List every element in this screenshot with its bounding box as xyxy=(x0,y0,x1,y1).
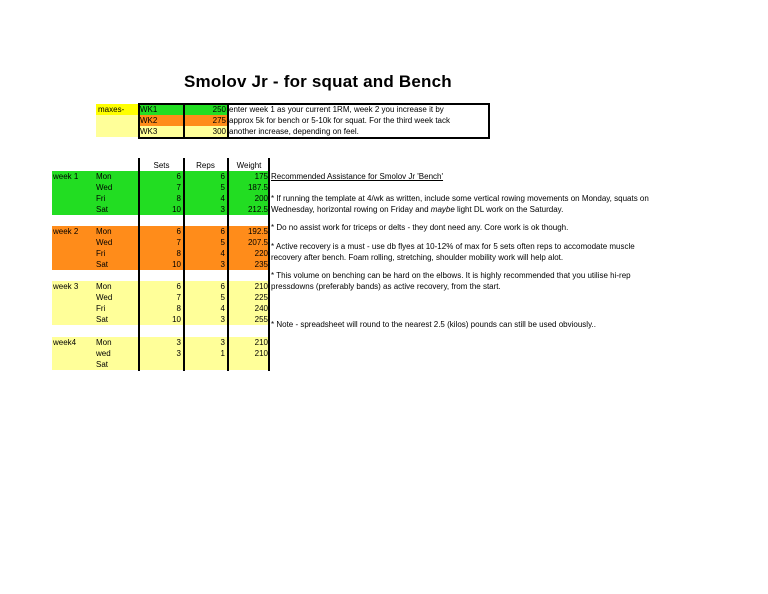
week2-sat-sets: 10 xyxy=(172,260,181,269)
week3-fri-reps: 4 xyxy=(220,304,225,313)
header-weight: Weight xyxy=(236,161,262,170)
week1-label: week 1 xyxy=(53,172,79,181)
wk3-max[interactable]: 300 xyxy=(184,126,228,137)
week2-fri-sets: 8 xyxy=(176,249,181,258)
week2-fri-reps: 4 xyxy=(220,249,225,258)
header-sets: Sets xyxy=(153,161,170,170)
week4-wed-reps: 1 xyxy=(220,349,225,358)
week1-mon-sets: 6 xyxy=(176,172,181,181)
note-rounding: * Note - spreadsheet will round to the nearest 2.5 (kilos) pounds can still be used obviously.. xyxy=(271,320,596,329)
week1-day-sat: Sat xyxy=(96,205,109,214)
note-recovery-line-2: recovery after bench. Foam rolling, stretching, shoulder mobility work will help alot. xyxy=(271,253,564,262)
week4-mon-weight: 210 xyxy=(254,338,268,347)
week2-sat-reps: 3 xyxy=(220,260,225,269)
note-rowing-line-2 xyxy=(271,204,563,215)
week3-mon-sets: 6 xyxy=(176,282,181,291)
note-rowing-line-1: * If running the template at 4/wk as written, include some vertical rowing movements on Monday, squats on xyxy=(271,194,649,203)
week1-fri-reps: 4 xyxy=(220,194,225,203)
week2-wed-reps: 5 xyxy=(220,238,225,247)
wk2-max[interactable]: 275 xyxy=(184,115,228,126)
week2-wed-sets: 7 xyxy=(176,238,181,247)
week2-mon-sets: 6 xyxy=(176,227,181,236)
note-rowing-line-2b: light DL work on the Saturday. xyxy=(454,205,564,214)
week3-day-fri: Fri xyxy=(96,304,106,313)
week3-fri-sets: 8 xyxy=(176,304,181,313)
week1-day-fri: Fri xyxy=(96,194,106,203)
week2-day-fri: Fri xyxy=(96,249,106,258)
week3-label: week 3 xyxy=(53,282,79,291)
week4-wed-sets: 3 xyxy=(176,349,181,358)
note-rowing-line-2a: Wednesday, horizontal rowing on Friday and xyxy=(271,205,431,214)
week1-wed-weight: 187.5 xyxy=(247,183,268,192)
week1-day-mon: Mon xyxy=(96,172,112,181)
week2-day-sat: Sat xyxy=(96,260,109,269)
week1-wed-reps: 5 xyxy=(220,183,225,192)
week1-fri-weight: 200 xyxy=(254,194,268,203)
week1-sat-reps: 3 xyxy=(220,205,225,214)
week1-wed-sets: 7 xyxy=(176,183,181,192)
week4-mon-sets: 3 xyxy=(176,338,181,347)
wk1-max[interactable]: 250 xyxy=(184,104,228,115)
week3-sat-weight: 255 xyxy=(254,315,268,324)
maxes-note-line-2: approx 5k for bench or 5-10k for squat. For the third week tack xyxy=(229,116,450,125)
page-title: Smolov Jr - for squat and Bench xyxy=(184,72,452,91)
note-no-assist: * Do no assist work for triceps or delts - they dont need any. Core work is ok though. xyxy=(271,223,569,232)
week2-day-mon: Mon xyxy=(96,227,112,236)
note-elbows-line-1: * This volume on benching can be hard on the elbows. It is highly recommended that you utilise hi-rep xyxy=(271,271,631,280)
week3-day-mon: Mon xyxy=(96,282,112,291)
week3-wed-weight: 225 xyxy=(254,293,268,302)
week4-day-sat: Sat xyxy=(96,360,109,369)
week4-label: week4 xyxy=(53,338,77,347)
wk1-label: WK1 xyxy=(139,104,184,115)
week3-mon-reps: 6 xyxy=(220,282,225,291)
week1-mon-weight: 175 xyxy=(254,172,268,181)
wk2-label: WK2 xyxy=(139,115,184,126)
week1-fri-sets: 8 xyxy=(176,194,181,203)
week3-mon-weight: 210 xyxy=(254,282,268,291)
week1-sat-sets: 10 xyxy=(172,205,181,214)
week4-day-mon: Mon xyxy=(96,338,112,347)
week3-day-sat: Sat xyxy=(96,315,109,324)
week1-day-wed: Wed xyxy=(96,183,113,192)
maxes-label: maxes- xyxy=(96,104,139,115)
week3-wed-reps: 5 xyxy=(220,293,225,302)
assistance-heading: Recommended Assistance for Smolov Jr 'Bench' xyxy=(271,172,444,181)
week3-sat-reps: 3 xyxy=(220,315,225,324)
maxes-note-line-1: enter week 1 as your current 1RM, week 2 you increase it by xyxy=(229,105,444,114)
week2-wed-weight: 207.5 xyxy=(247,238,268,247)
wk3-label: WK3 xyxy=(139,126,184,137)
header-reps: Reps xyxy=(196,161,215,170)
note-elbows-line-2: pressdowns (preferably bands) as active recovery, from the start. xyxy=(271,282,501,291)
week4-mon-reps: 3 xyxy=(220,338,225,347)
week2-mon-weight: 192.5 xyxy=(247,227,268,236)
week3-sat-sets: 10 xyxy=(172,315,181,324)
note-rowing-maybe: maybe xyxy=(430,205,455,214)
note-recovery-line-1: * Active recovery is a must - use db flyes at 10-12% of max for 5 sets often reps to accomodate muscle xyxy=(271,242,635,251)
week2-label: week 2 xyxy=(53,227,79,236)
maxes-note-line-3: another increase, depending on feel. xyxy=(229,127,359,136)
week1-mon-reps: 6 xyxy=(220,172,225,181)
week2-fri-weight: 220 xyxy=(254,249,268,258)
week4-wed-weight: 210 xyxy=(254,349,268,358)
week3-fri-weight: 240 xyxy=(254,304,268,313)
week2-mon-reps: 6 xyxy=(220,227,225,236)
week3-wed-sets: 7 xyxy=(176,293,181,302)
week2-sat-weight: 235 xyxy=(254,260,268,269)
maxes-label-fill xyxy=(96,115,139,137)
week4-day-wed: wed xyxy=(96,349,111,358)
week2-day-wed: Wed xyxy=(96,238,113,247)
week1-sat-weight: 212.5 xyxy=(247,205,268,214)
week3-day-wed: Wed xyxy=(96,293,113,302)
